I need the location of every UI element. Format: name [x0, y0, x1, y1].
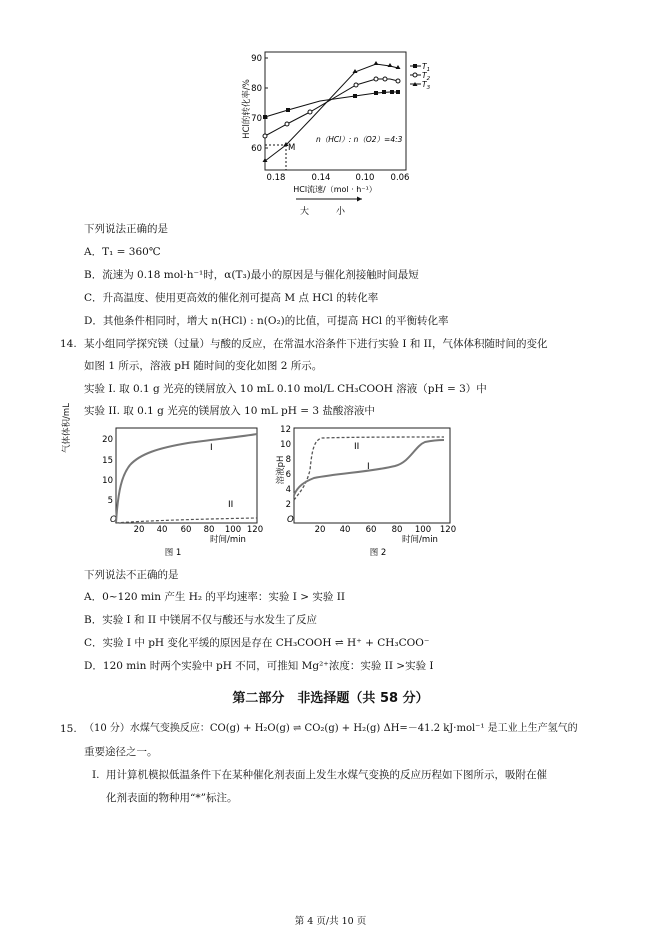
option-label: D． — [84, 660, 103, 672]
q14-option-b[interactable] — [84, 613, 317, 627]
q13-ytick: 80 — [251, 84, 262, 94]
fig1-xtick-origin: O — [110, 515, 117, 525]
fig2-label-II: II — [354, 442, 360, 452]
q13-xtick: 0.18 — [266, 173, 286, 183]
q15-sub1-line1: 用计算机模拟低温条件下在某种催化剂表面上发生水煤气变换的反应历程如下图所示，吸附在催 — [106, 769, 547, 781]
fig2-xtick: 40 — [339, 525, 351, 535]
q14-stem-line2: 如图 1 所示，溶液 pH 随时间的变化如图 2 所示。 — [84, 360, 323, 372]
q13-option-c[interactable] — [84, 291, 378, 305]
fig2-ytick: 12 — [280, 425, 291, 435]
option-text: 其他条件相同时，增大 n(HCl) : n(O₂)的比值，可提高 HCl 的平衡转化率 — [102, 315, 449, 327]
fig1-xtick: 100 — [224, 525, 242, 535]
q13-ytick: 70 — [251, 114, 262, 124]
fig1-curve-I — [116, 434, 257, 523]
option-text: T₁ = 360℃ — [102, 246, 161, 258]
fig2-xtick: 20 — [314, 525, 326, 535]
q13-xtick: 0.14 — [311, 173, 331, 183]
q13-legend-T2: $T_2$ — [422, 71, 430, 82]
q14-exp1: 实验 I. 取 0.1 g 光亮的镁屑放入 10 mL 0.10 mol/L CH₃COOH 溶液（pH = 3）中 — [84, 383, 487, 395]
fig2-xtick-origin: O — [287, 515, 294, 525]
fig1-ytick: 20 — [102, 435, 113, 445]
fig1-xtick: 60 — [180, 525, 192, 535]
fig2-xtick: 120 — [439, 525, 457, 535]
fig2-ytick: 8 — [285, 455, 291, 465]
q13-xtick: 0.06 — [390, 173, 410, 183]
option-label: B． — [84, 614, 103, 626]
fig1-xtick: 80 — [203, 525, 215, 535]
q13-point-M: M — [288, 143, 296, 153]
q14-option-a[interactable] — [84, 590, 345, 604]
fig2-xlabel: 时间/min — [402, 535, 438, 545]
fig2-xtick: 80 — [391, 525, 403, 535]
q13-curve-T1 — [263, 90, 400, 119]
q15-sub1-label: Ⅰ. — [92, 769, 100, 781]
q14-figure-2 — [270, 420, 460, 562]
option-label: A． — [84, 591, 103, 603]
fig2-xtick: 60 — [365, 525, 377, 535]
q14-stem-line1: 某小组同学探究镁（过量）与酸的反应，在常温水浴条件下进行实验 I 和 II，气体体积随时间的变化 — [84, 338, 548, 350]
q13-chart — [250, 48, 430, 220]
q13-option-a[interactable] — [84, 245, 161, 259]
q13-legend-T1: $T_1$ — [422, 62, 430, 73]
fig1-caption: 图 1 — [164, 548, 182, 558]
q13-option-b[interactable] — [84, 268, 419, 282]
q13-ylabel: HCl的转化率/% — [242, 79, 252, 139]
option-label: B． — [84, 269, 103, 281]
q15-number: 15. — [60, 723, 77, 735]
q13-legend-T3: $T_3$ — [422, 80, 430, 91]
fig2-label-I: I — [367, 462, 370, 472]
option-label: D． — [84, 315, 103, 327]
option-label: C． — [84, 292, 103, 304]
option-text: 升高温度、使用更高效的催化剂可提高 M 点 HCl 的转化率 — [102, 292, 379, 304]
option-text: 流速为 0.18 mol·h⁻¹时，α(T₃)最小的原因是与催化剂接触时间最短 — [102, 269, 419, 281]
fig1-curve-II — [116, 518, 257, 523]
fig2-ytick: 10 — [280, 440, 291, 450]
fig2-xtick: 100 — [414, 525, 432, 535]
option-label: A． — [84, 246, 103, 258]
fig1-ytick: 5 — [107, 496, 113, 506]
q14-option-c[interactable] — [84, 636, 429, 650]
q13-ytick: 90 — [251, 54, 262, 64]
q13-arrow-big: 大 — [300, 207, 310, 217]
page-footer: 第 4 页/共 10 页 — [294, 916, 367, 927]
q13-option-d[interactable] — [84, 314, 448, 328]
q13-arrow-small: 小 — [336, 207, 346, 217]
q13-xtick: 0.10 — [355, 173, 375, 183]
option-text: 0~120 min 产生 H₂ 的平均速率：实验 I > 实验 II — [102, 591, 345, 603]
fig1-xtick: 40 — [156, 525, 168, 535]
fig1-svg — [78, 420, 268, 562]
q15-line1: （10 分）水煤气变换反应：CO(g) + H₂O(g) ⇌ CO₂(g) + H₂(g) ΔH=－41.2 kJ·mol⁻¹ 是工业上生产氢气的 — [84, 723, 578, 734]
q13-lead: 下列说法正确的是 — [84, 223, 168, 235]
fig1-label-I: I — [210, 443, 213, 453]
option-text: 实验 I 中 pH 变化平缓的原因是存在 CH₃COOH ⇌ H⁺ + CH₃COO⁻ — [102, 637, 430, 649]
q13-legend — [410, 62, 430, 91]
q14-exp2: 实验 II. 取 0.1 g 光亮的镁屑放入 10 mL pH = 3 盐酸溶液中 — [84, 405, 375, 417]
fig2-ylabel: 溶液pH — [276, 455, 286, 485]
q14-lead: 下列说法不正确的是 — [84, 569, 179, 581]
fig1-label-II: II — [228, 500, 234, 510]
q14-figure-1 — [78, 420, 268, 562]
q14-number: 14. — [60, 338, 77, 350]
fig2-caption: 图 2 — [369, 548, 387, 558]
fig1-xlabel: 时间/min — [210, 535, 246, 545]
option-label: C． — [84, 637, 103, 649]
q14-option-d[interactable] — [84, 659, 434, 673]
fig1-ytick: 15 — [102, 456, 113, 466]
fig1-ytick: 10 — [102, 476, 113, 486]
fig1-xtick: 20 — [133, 525, 145, 535]
q13-ytick: 60 — [251, 144, 262, 154]
q15-sub1-line2: 化剂表面的物种用“*”标注。 — [106, 792, 238, 804]
fig2-ytick: 2 — [285, 500, 291, 510]
part2-title: 第二部分 非选择题（共 58 分） — [232, 691, 429, 706]
fig2-svg — [270, 420, 460, 562]
q15-line2: 重要途径之一。 — [84, 746, 158, 758]
q13-chart-svg — [250, 48, 430, 220]
q13-ratio-note: n（HCl）: n（O2）=4:3 — [316, 135, 403, 144]
fig1-xtick: 120 — [246, 525, 264, 535]
q13-xlabel: HCl流速/（mol · h⁻¹） — [293, 185, 377, 194]
q13-curve-T2 — [263, 77, 400, 138]
option-text: 实验 I 和 II 中镁屑不仅与酸还与水发生了反应 — [102, 614, 318, 626]
fig1-ylabel: 气体体积/mL — [62, 403, 72, 453]
fig2-ytick: 4 — [285, 485, 291, 495]
option-text: 120 min 时两个实验中 pH 不同，可推知 Mg²⁺浓度：实验 II >实验 I — [102, 660, 434, 672]
fig2-ytick: 6 — [285, 470, 291, 480]
